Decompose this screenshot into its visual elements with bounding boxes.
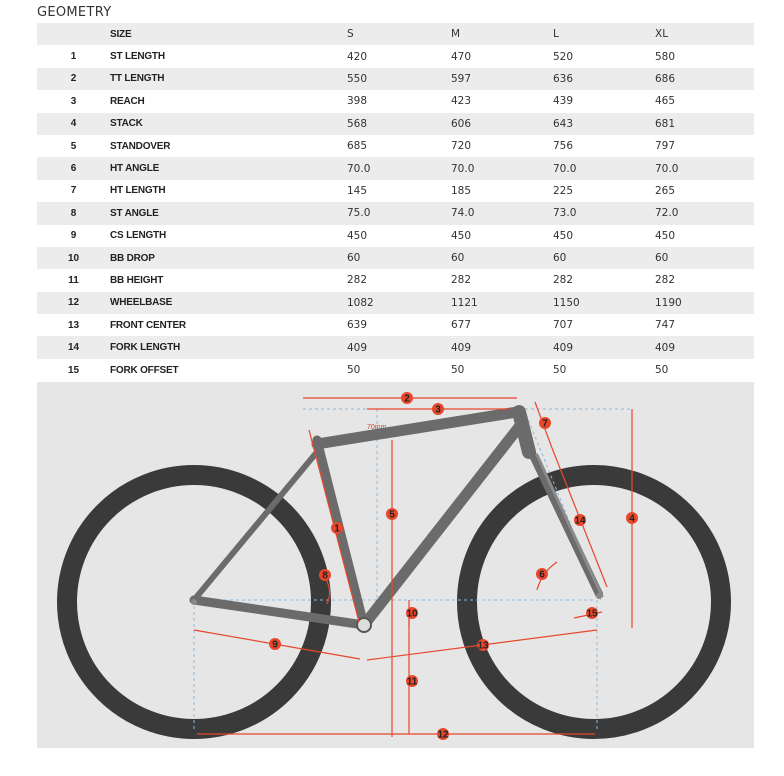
row-value-xl: 686 (655, 72, 676, 85)
row-measurement-name: HT ANGLE (110, 163, 160, 175)
front-axle (596, 593, 602, 599)
svg-text:9: 9 (272, 639, 278, 651)
table-row (37, 90, 754, 112)
row-value-m: 60 (451, 252, 465, 265)
row-value-s: 60 (347, 252, 361, 265)
row-value-xl: 50 (655, 364, 669, 377)
row-value-s: 568 (347, 117, 368, 130)
table-row (37, 225, 754, 247)
row-value-s: 145 (347, 184, 368, 197)
svg-text:5: 5 (389, 509, 395, 521)
row-number: 9 (70, 230, 77, 242)
row-value-m: 423 (451, 95, 472, 108)
row-value-s: 70.0 (347, 162, 371, 175)
row-measurement-name: BB DROP (110, 252, 155, 264)
row-measurement-name: CS LENGTH (110, 230, 166, 242)
row-value-l: 756 (553, 140, 574, 153)
table-row (37, 157, 754, 179)
row-value-m: 185 (451, 184, 472, 197)
geometry-table (37, 23, 754, 381)
column-header-s: S (347, 28, 354, 41)
table-row (37, 202, 754, 224)
row-value-l: 707 (553, 319, 574, 332)
svg-text:13: 13 (477, 640, 489, 652)
row-value-l: 282 (553, 274, 574, 287)
svg-text:11: 11 (406, 676, 418, 688)
row-value-m: 50 (451, 364, 465, 377)
table-row (37, 314, 754, 336)
row-value-m: 74.0 (451, 207, 475, 220)
row-value-m: 720 (451, 140, 472, 153)
svg-text:10: 10 (406, 608, 418, 620)
row-number: 7 (70, 185, 77, 197)
row-value-s: 1082 (347, 296, 374, 309)
row-value-m: 450 (451, 229, 472, 242)
svg-text:3: 3 (435, 404, 441, 416)
svg-text:12: 12 (437, 729, 449, 741)
row-number: 14 (67, 342, 80, 354)
row-measurement-name: STACK (110, 118, 143, 130)
row-value-xl: 409 (655, 341, 676, 354)
row-value-l: 439 (553, 95, 574, 108)
table-header-row (37, 23, 754, 45)
row-number: 13 (67, 319, 80, 331)
column-header-xl: XL (655, 28, 669, 41)
page-title: GEOMETRY (37, 5, 112, 20)
row-number: 8 (70, 207, 77, 219)
row-value-m: 282 (451, 274, 472, 287)
row-value-s: 398 (347, 95, 368, 108)
svg-text:15: 15 (586, 608, 598, 620)
row-value-xl: 681 (655, 117, 676, 130)
row-value-xl: 282 (655, 274, 676, 287)
svg-text:1: 1 (334, 523, 340, 535)
svg-text:6: 6 (539, 569, 545, 581)
svg-text:7: 7 (542, 418, 548, 430)
row-measurement-name: TT LENGTH (110, 73, 165, 85)
row-value-s: 550 (347, 72, 368, 85)
svg-text:2: 2 (404, 393, 410, 405)
table-row (37, 359, 754, 381)
row-value-s: 450 (347, 229, 368, 242)
row-value-l: 73.0 (553, 207, 577, 220)
row-value-m: 1121 (451, 296, 478, 309)
row-value-m: 470 (451, 50, 472, 63)
svg-text:8: 8 (322, 570, 328, 582)
table-row (37, 269, 754, 291)
row-measurement-name: WHEELBASE (110, 297, 173, 309)
column-header-size: SIZE (110, 28, 132, 40)
row-value-s: 282 (347, 274, 368, 287)
row-value-xl: 72.0 (655, 207, 679, 220)
row-value-xl: 747 (655, 319, 676, 332)
table-row (37, 113, 754, 135)
row-value-s: 685 (347, 140, 368, 153)
table-row (37, 68, 754, 90)
row-number: 6 (70, 163, 77, 175)
row-number: 5 (70, 140, 77, 152)
row-value-l: 70.0 (553, 162, 577, 175)
row-value-s: 420 (347, 50, 368, 63)
row-value-s: 50 (347, 364, 361, 377)
row-measurement-name: ST LENGTH (110, 51, 165, 63)
row-number: 10 (67, 252, 80, 264)
row-measurement-name: BB HEIGHT (110, 274, 164, 286)
row-value-m: 677 (451, 319, 472, 332)
front-wheel (467, 475, 721, 729)
table-row (37, 45, 754, 67)
row-value-l: 643 (553, 117, 574, 130)
row-value-xl: 60 (655, 252, 669, 265)
row-value-m: 606 (451, 117, 472, 130)
svg-text:4: 4 (629, 513, 635, 525)
offset-label: 70mm (367, 424, 387, 431)
table-row (37, 292, 754, 314)
row-number: 4 (70, 118, 77, 130)
row-measurement-name: FRONT CENTER (110, 319, 186, 331)
row-value-m: 597 (451, 72, 472, 85)
row-value-xl: 797 (655, 140, 676, 153)
bike-frame (194, 412, 602, 625)
row-number: 1 (70, 51, 77, 63)
table-row (37, 180, 754, 202)
row-value-l: 50 (553, 364, 567, 377)
bike-geometry-illustration (37, 382, 754, 748)
table-row (37, 247, 754, 269)
row-number: 3 (70, 95, 77, 107)
row-value-xl: 450 (655, 229, 676, 242)
row-value-xl: 265 (655, 184, 676, 197)
row-value-s: 75.0 (347, 207, 371, 220)
row-value-l: 1150 (553, 296, 580, 309)
row-value-l: 450 (553, 229, 574, 242)
row-value-xl: 1190 (655, 296, 682, 309)
row-value-l: 520 (553, 50, 574, 63)
row-value-xl: 465 (655, 95, 676, 108)
row-number: 12 (67, 297, 80, 309)
row-measurement-name: HT LENGTH (110, 185, 166, 197)
rear-axle (191, 599, 197, 605)
row-measurement-name: REACH (110, 95, 145, 107)
row-measurement-name: FORK OFFSET (110, 364, 179, 376)
column-header-m: M (451, 28, 461, 41)
row-value-s: 639 (347, 319, 368, 332)
svg-text:14: 14 (574, 515, 586, 527)
column-header-l: L (553, 28, 559, 41)
geometry-diagram (37, 382, 754, 748)
row-number: 2 (70, 73, 77, 85)
row-value-xl: 70.0 (655, 162, 679, 175)
column-header-number (37, 23, 110, 45)
row-number: 11 (68, 274, 79, 286)
table-row (37, 135, 754, 157)
row-measurement-name: STANDOVER (110, 140, 171, 152)
row-value-l: 60 (553, 252, 567, 265)
row-measurement-name: FORK LENGTH (110, 342, 181, 354)
row-value-s: 409 (347, 341, 368, 354)
row-value-l: 409 (553, 341, 574, 354)
row-value-m: 70.0 (451, 162, 475, 175)
row-measurement-name: ST ANGLE (110, 207, 159, 219)
row-number: 15 (67, 364, 80, 376)
row-value-l: 225 (553, 184, 574, 197)
row-value-l: 636 (553, 72, 574, 85)
row-value-m: 409 (451, 341, 472, 354)
row-value-xl: 580 (655, 50, 676, 63)
table-row (37, 336, 754, 358)
